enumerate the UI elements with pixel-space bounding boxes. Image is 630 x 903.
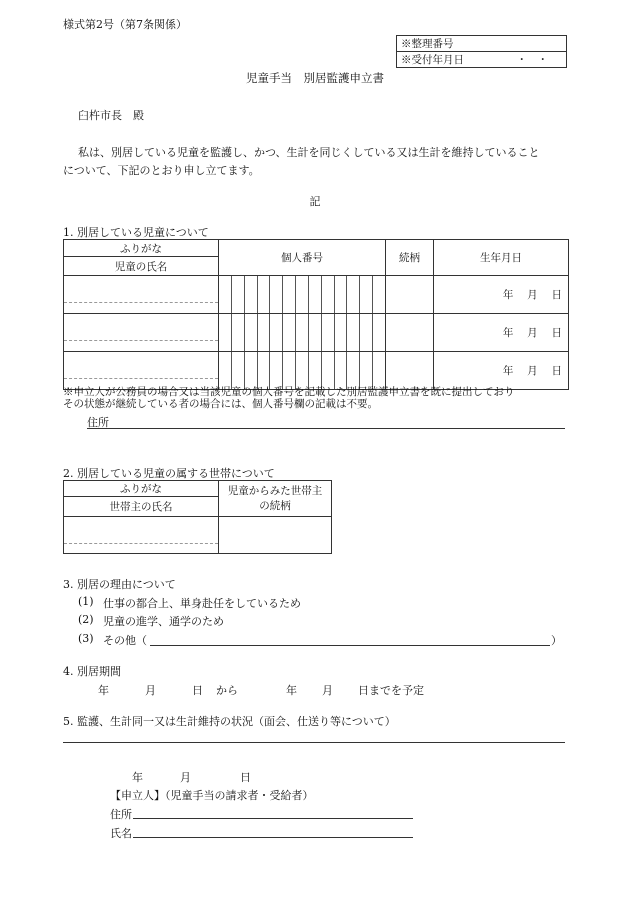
child-name-header: 児童の氏名 — [64, 257, 219, 276]
receipt-date-cell — [397, 52, 567, 68]
birth-placeholder: 年 月 日 — [502, 289, 562, 301]
hh-name-header: 世帯主の氏名 — [64, 497, 219, 517]
table-row — [64, 352, 569, 390]
child-name-cell[interactable] — [64, 314, 219, 352]
hh-name-cell[interactable] — [64, 517, 219, 554]
ki-heading: 記 — [309, 195, 321, 208]
reason-2-text[interactable]: 児童の進学、通学のため — [103, 615, 224, 628]
sign-day: 日 — [240, 771, 251, 784]
to-day: 日までを予定 — [358, 684, 424, 697]
from-month: 月 — [145, 684, 156, 697]
furigana-header: ふりがな — [64, 240, 219, 257]
hh-relation-line1: 児童からみた世帯主 — [227, 484, 323, 497]
birth-cell[interactable] — [434, 352, 569, 390]
receipt-date-label: ※受付年月日 — [401, 54, 464, 66]
table-row — [64, 314, 569, 352]
mynumber-cell[interactable] — [219, 352, 386, 390]
reason-2-num: (2) — [78, 613, 94, 626]
intro-line-2: について、下記のとおり申し立てます。 — [63, 164, 260, 177]
applicant-label: 【申立人】（児童手当の請求者・受給者） — [110, 789, 314, 802]
section3-heading: 3. 別居の理由について — [63, 578, 176, 591]
birth-cell[interactable] — [434, 276, 569, 314]
hh-relation-line2: の続柄 — [259, 499, 291, 512]
sign-month: 月 — [180, 771, 191, 784]
reason-3-num: (3) — [78, 632, 94, 645]
receipt-date-dots: ・ ・ — [516, 54, 548, 66]
reason-1-text[interactable]: 仕事の都合上、単身赴任をしているため — [103, 597, 301, 610]
children-table — [63, 239, 569, 390]
child-name-cell[interactable] — [64, 352, 219, 390]
birth-header: 生年月日 — [434, 240, 569, 276]
relation-header: 続柄 — [386, 240, 434, 276]
hh-furigana-header: ふりがな — [64, 481, 219, 497]
from-day: 日 — [192, 684, 203, 697]
household-table — [63, 480, 332, 554]
addressee: 臼杵市長 殿 — [78, 109, 144, 122]
birth-cell[interactable] — [434, 314, 569, 352]
section5-heading: 5. 監護、生計同一又は生計維持の状況（面会、仕送り等について） — [63, 715, 396, 728]
section2-heading: 2. 別居している児童の属する世帯について — [63, 467, 275, 480]
from-word: から — [216, 684, 238, 697]
ref-no-label: ※整理番号 — [397, 36, 567, 52]
section1-heading: 1. 別居している児童について — [63, 226, 209, 239]
reason-3-text: その他（ — [103, 634, 147, 647]
reason-1-num: (1) — [78, 595, 94, 608]
sign-year: 年 — [132, 771, 143, 784]
relation-cell[interactable] — [386, 276, 434, 314]
sign-address-label: 住所 — [110, 808, 132, 821]
hh-relation-cell[interactable] — [219, 517, 332, 554]
child-name-cell[interactable] — [64, 276, 219, 314]
note-line-1: ※申立人が公務員の場合又は当該児童の個人番号を記載した別居監護申立書を既に提出しており — [63, 386, 515, 398]
mynumber-header: 個人番号 — [219, 240, 386, 276]
sign-name-line[interactable] — [133, 837, 413, 838]
address-label: 住所 — [87, 416, 109, 429]
form-number: 様式第2号（第7条関係） — [63, 18, 187, 31]
sign-name-label: 氏名 — [110, 827, 132, 840]
birth-placeholder: 年 月 日 — [502, 327, 562, 339]
to-month: 月 — [322, 684, 333, 697]
status-line[interactable] — [63, 742, 565, 743]
reason-other-line[interactable] — [150, 645, 550, 646]
hh-relation-header — [219, 481, 332, 517]
office-use-box — [396, 35, 567, 68]
note-line-2: その状態が継続している者の場合には、個人番号欄の記載は不要。 — [63, 398, 378, 410]
mynumber-cell[interactable] — [219, 314, 386, 352]
relation-cell[interactable] — [386, 352, 434, 390]
section4-heading: 4. 別居期間 — [63, 665, 121, 678]
reason-3-close: ） — [551, 634, 562, 647]
mynumber-cell[interactable] — [219, 276, 386, 314]
table-row — [64, 517, 332, 554]
address-line[interactable] — [87, 428, 565, 429]
from-year: 年 — [98, 684, 109, 697]
sign-address-line[interactable] — [133, 818, 413, 819]
birth-placeholder: 年 月 日 — [502, 365, 562, 377]
to-year: 年 — [286, 684, 297, 697]
page-title: 児童手当 別居監護申立書 — [246, 71, 384, 85]
relation-cell[interactable] — [386, 314, 434, 352]
intro-line-1: 私は、別居している児童を監護し、かつ、生計を同じくしている又は生計を維持していること — [78, 146, 540, 159]
table-row — [64, 276, 569, 314]
